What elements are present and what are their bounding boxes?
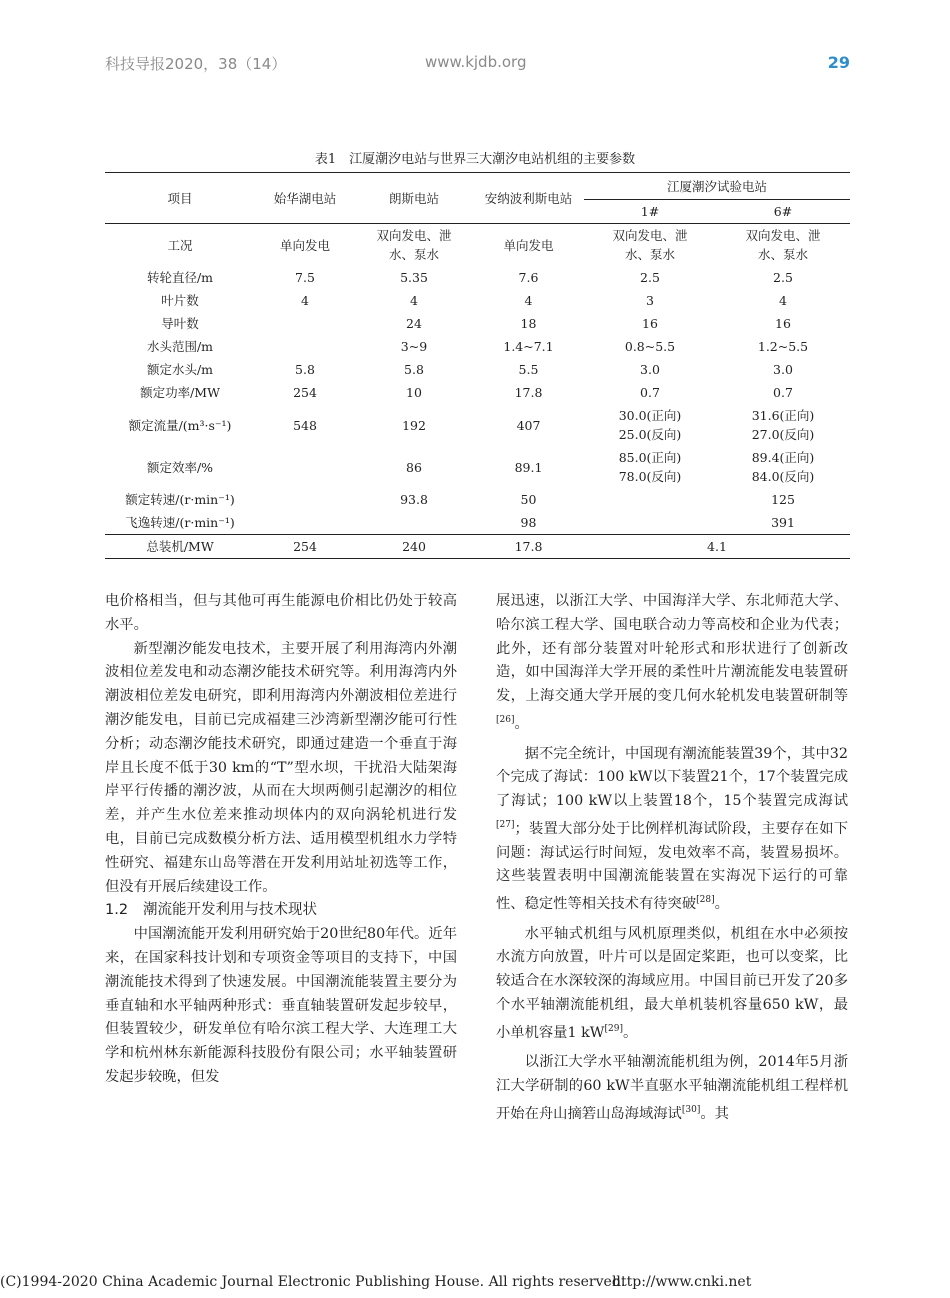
page-number: 29 — [827, 53, 850, 72]
cell-annapolis: 4 — [524, 293, 533, 308]
cnki-link[interactable]: http://www.cnki.net — [612, 1274, 752, 1290]
cell-sihwa: 单向发电 — [279, 237, 330, 253]
cell-line: 89.4(正向) — [751, 450, 815, 465]
cell-rance: 240 — [355, 535, 473, 559]
cell-line: 水、泵水 — [757, 247, 808, 262]
header-jiangxia: 江厦潮汐试验电站 — [584, 173, 850, 200]
table-row — [105, 289, 850, 312]
table-row — [105, 446, 850, 488]
cell-unit6: 2.5 — [773, 270, 793, 285]
cell-rance: 86 — [406, 459, 422, 475]
header-annapolis: 安纳波利斯电站 — [473, 173, 584, 224]
cell-line: 水、泵水 — [624, 247, 675, 262]
header-sihwa: 始华湖电站 — [255, 173, 355, 224]
cell-unit6 — [716, 404, 850, 446]
paragraph-text: 。 — [714, 895, 729, 912]
cell-line: 30.0(正向) — [618, 408, 682, 423]
cell-unit6: 16 — [775, 316, 791, 331]
cell-unit1 — [584, 404, 716, 446]
cell-unit6: 0.7 — [773, 385, 793, 400]
row-label: 总装机/MW — [105, 535, 255, 559]
cell-rance: 192 — [402, 417, 426, 433]
cell-annapolis: 89.1 — [514, 459, 543, 475]
cell-unit1: 0.8~5.5 — [624, 339, 676, 354]
paragraph-text: 据不完全统计，中国现有潮流能装置39个，其中32个完成了海试：100 kW以下装置21个，17个装置完成了海试；100 kW以上装置18个，15个装置完成海试 — [496, 745, 848, 810]
paragraph-text: 。其 — [700, 1105, 729, 1122]
header-item: 项目 — [105, 173, 255, 224]
citation[interactable]: [29] — [604, 1023, 623, 1034]
table-row — [105, 358, 850, 381]
cell-unit1: 2.5 — [640, 270, 660, 285]
cell-unit6 — [716, 224, 850, 267]
cell-annapolis: 50 — [520, 492, 537, 507]
cell-unit1: 16 — [642, 316, 658, 331]
cell-rance: 24 — [406, 316, 422, 331]
cell-unit1 — [584, 224, 716, 267]
header-unit6: 6# — [716, 200, 850, 224]
cell-sihwa: 4 — [301, 293, 309, 308]
row-label: 飞逸转速/(r·min⁻¹) — [125, 515, 235, 530]
table-row — [105, 488, 850, 511]
cell-line: 双向发电、泄 — [376, 228, 452, 243]
table-row — [105, 511, 850, 535]
cell-unit1: 3 — [646, 293, 654, 308]
section-heading — [105, 899, 457, 923]
citation[interactable]: [30] — [681, 1105, 701, 1115]
row-label: 转轮直径/m — [146, 270, 214, 285]
cell-rance: 5.35 — [400, 270, 428, 285]
table-row — [105, 312, 850, 335]
cell-rance — [355, 511, 473, 535]
cell-rance: 4 — [410, 293, 418, 308]
header-rance: 朗斯电站 — [355, 173, 473, 224]
cell-sihwa: 548 — [293, 417, 317, 433]
paragraph — [496, 743, 848, 917]
table-row — [105, 224, 850, 267]
cell-line: 水、泵水 — [388, 247, 439, 262]
row-label: 额定效率/% — [146, 459, 214, 475]
cell-rance: 10 — [406, 385, 422, 400]
row-label: 额定转速/(r·min⁻¹) — [125, 492, 235, 507]
cell-annapolis: 18 — [520, 316, 537, 331]
row-label: 水头范围/m — [146, 339, 214, 354]
row-label: 额定流量/(m³·s⁻¹) — [128, 417, 232, 433]
cell-rance: 3~9 — [400, 339, 428, 354]
section-number: 1.2 — [105, 902, 129, 919]
cell-sihwa — [255, 446, 355, 488]
row-label: 导叶数 — [161, 316, 199, 331]
cell-line: 双向发电、泄 — [612, 228, 688, 243]
cell-unit1: 3.0 — [640, 362, 660, 377]
paragraph-text: 展迅速，以浙江大学、中国海洋大学、东北师范大学、哈尔滨工程大学、国电联合动力等高校和企业为代表；此外，还有部分装置对叶轮形式和形状进行了创新改造，如中国海洋大学开展的柔性叶片潮流能发电装置研发，上海交通大学开展的变几何水轮机发电装置研制等 — [496, 593, 848, 705]
cell-line: 25.0(反向) — [618, 427, 682, 442]
cell-annapolis: 5.5 — [518, 362, 539, 377]
paragraph: 中国潮流能开发利用研究始于20世纪80年代。近年来，在国家科技计划和专项资金等项目的支持下，中国潮流能技术得到了快速发展。中国潮流能装置主要分为垂直轴和水平轴两种形式：垂直轴装置研发起步较早，但装置较少，研发单位有哈尔滨工程大学、大连理工大学和杭州林东新能源科技股份有限公司；水平轴装置研发起步较晚，但发 — [105, 926, 457, 1085]
table-row — [105, 404, 850, 446]
paragraph — [496, 1051, 848, 1126]
cell-jiangxia-total: 4.1 — [584, 535, 850, 559]
cell-sihwa: 7.5 — [295, 270, 315, 285]
paragraph: 电价格相当，但与其他可再生能源电价相比仍处于较高水平。 — [105, 593, 457, 633]
paragraph: 新型潮汐能发电技术，主要开展了利用海湾内外潮波相位差发电和动态潮汐能技术研究等。利用海湾内外潮波相位差发电研究，即利用海湾内外潮波相位差进行潮汐能发电，目前已完成福建三沙湾新型潮汐能可行性分析；动态潮汐能技术研究，即通过建造一个垂直于海岸且长度不低于30 km的“T”型水坝，干扰沿大陆架海岸平行传播的潮汐波，从而在大坝两侧引起潮汐的相位差，并产生水位差来推动坝体内的双向涡轮机进行发电，目前已完成数模分析方法、适用模型机组水力学特性研究、福建东山岛等潜在开发利用站址初选等工作，但没有开展后续建设工作。 — [105, 640, 457, 895]
left-column — [105, 590, 457, 1090]
cell-line: 78.0(反向) — [618, 469, 682, 484]
cell-rance — [355, 224, 473, 267]
cell-sihwa — [255, 312, 355, 335]
cell-unit6: 4 — [779, 293, 787, 308]
cell-annapolis: 单向发电 — [503, 237, 554, 253]
citation[interactable]: [27] — [496, 819, 515, 830]
cell-unit6: 3.0 — [773, 362, 793, 377]
cell-unit6: 1.2~5.5 — [757, 339, 809, 354]
paragraph — [496, 590, 848, 737]
row-label: 额定功率/MW — [140, 385, 220, 400]
right-column — [496, 590, 848, 1127]
cell-line: 84.0(反向) — [751, 469, 815, 484]
table-row — [105, 335, 850, 358]
cell-unit6: 125 — [771, 492, 795, 507]
cell-sihwa — [255, 511, 355, 535]
table-row — [105, 266, 850, 289]
cell-unit6 — [716, 446, 850, 488]
section-title: 潮流能开发利用与技术现状 — [143, 902, 317, 919]
journal-header: 科技导报2020，38（14） — [105, 55, 287, 73]
table-total-row — [105, 535, 850, 559]
paragraph — [496, 923, 848, 1046]
cell-annapolis: 17.8 — [514, 385, 543, 400]
cell-line: 双向发电、泄 — [745, 228, 821, 243]
copyright-notice: (C)1994-2020 China Academic Journal Electronic Publishing House. All rights reserved. — [0, 1274, 626, 1290]
citation[interactable]: [28] — [696, 895, 715, 906]
cell-unit1 — [584, 488, 716, 511]
header-unit1: 1# — [584, 200, 716, 224]
cell-annapolis: 407 — [516, 417, 541, 433]
cell-annapolis: 98 — [520, 515, 537, 530]
cell-sihwa: 5.8 — [295, 362, 315, 377]
paragraph-text: 水平轴式机组与风机原理类似，机组在水中必须按水流方向放置，叶片可以是固定桨距，也可以变桨，比较适合在水深较深的海域应用。中国目前已开发了20多个水平轴潮流能机组，最大单机装机容量650 kW，最小单机容量1 kW — [496, 925, 848, 1041]
table-row — [105, 381, 850, 404]
cell-unit6: 391 — [771, 515, 795, 530]
table-caption: 表1 江厦潮汐电站与世界三大潮汐电站机组的主要参数 — [314, 152, 636, 167]
row-label: 叶片数 — [161, 293, 199, 308]
row-label: 额定水头/m — [146, 362, 214, 377]
row-label: 工况 — [167, 237, 193, 253]
cell-annapolis: 17.8 — [473, 535, 584, 559]
cell-annapolis: 1.4~7.1 — [503, 339, 554, 354]
paragraph-text: 。 — [514, 715, 529, 732]
cell-unit1: 0.7 — [640, 385, 660, 400]
cell-rance: 93.8 — [400, 492, 428, 507]
cell-sihwa: 254 — [255, 535, 355, 559]
cell-line: 31.6(正向) — [751, 408, 815, 423]
paragraph-text: 。 — [622, 1024, 638, 1041]
cell-sihwa — [255, 488, 355, 511]
cell-unit1 — [584, 446, 716, 488]
website-link[interactable]: www.kjdb.org — [425, 53, 527, 71]
cell-annapolis: 7.6 — [518, 270, 539, 285]
cell-line: 27.0(反向) — [751, 427, 815, 442]
cell-sihwa: 254 — [293, 385, 317, 400]
cell-line: 85.0(正向) — [618, 450, 682, 465]
parameters-table — [105, 172, 850, 559]
citation[interactable]: [26] — [496, 714, 515, 725]
paragraph-text: ；装置大部分处于比例样机海试阶段，主要存在如下问题：海试运行时间短，发电效率不高，装置易损坏。这些装置表明中国潮流能装置在实海况下运行的可靠性、稳定性等相关技术有待突破 — [496, 820, 848, 912]
cell-unit1 — [584, 511, 716, 535]
cell-rance: 5.8 — [404, 362, 424, 377]
paragraph-text: 以浙江大学水平轴潮流能机组为例，2014年5月浙江大学研制的60 kW半直驱水平轴潮流能机组工程样机开始在舟山摘箬山岛海域海试 — [496, 1054, 848, 1122]
cell-sihwa — [255, 335, 355, 358]
